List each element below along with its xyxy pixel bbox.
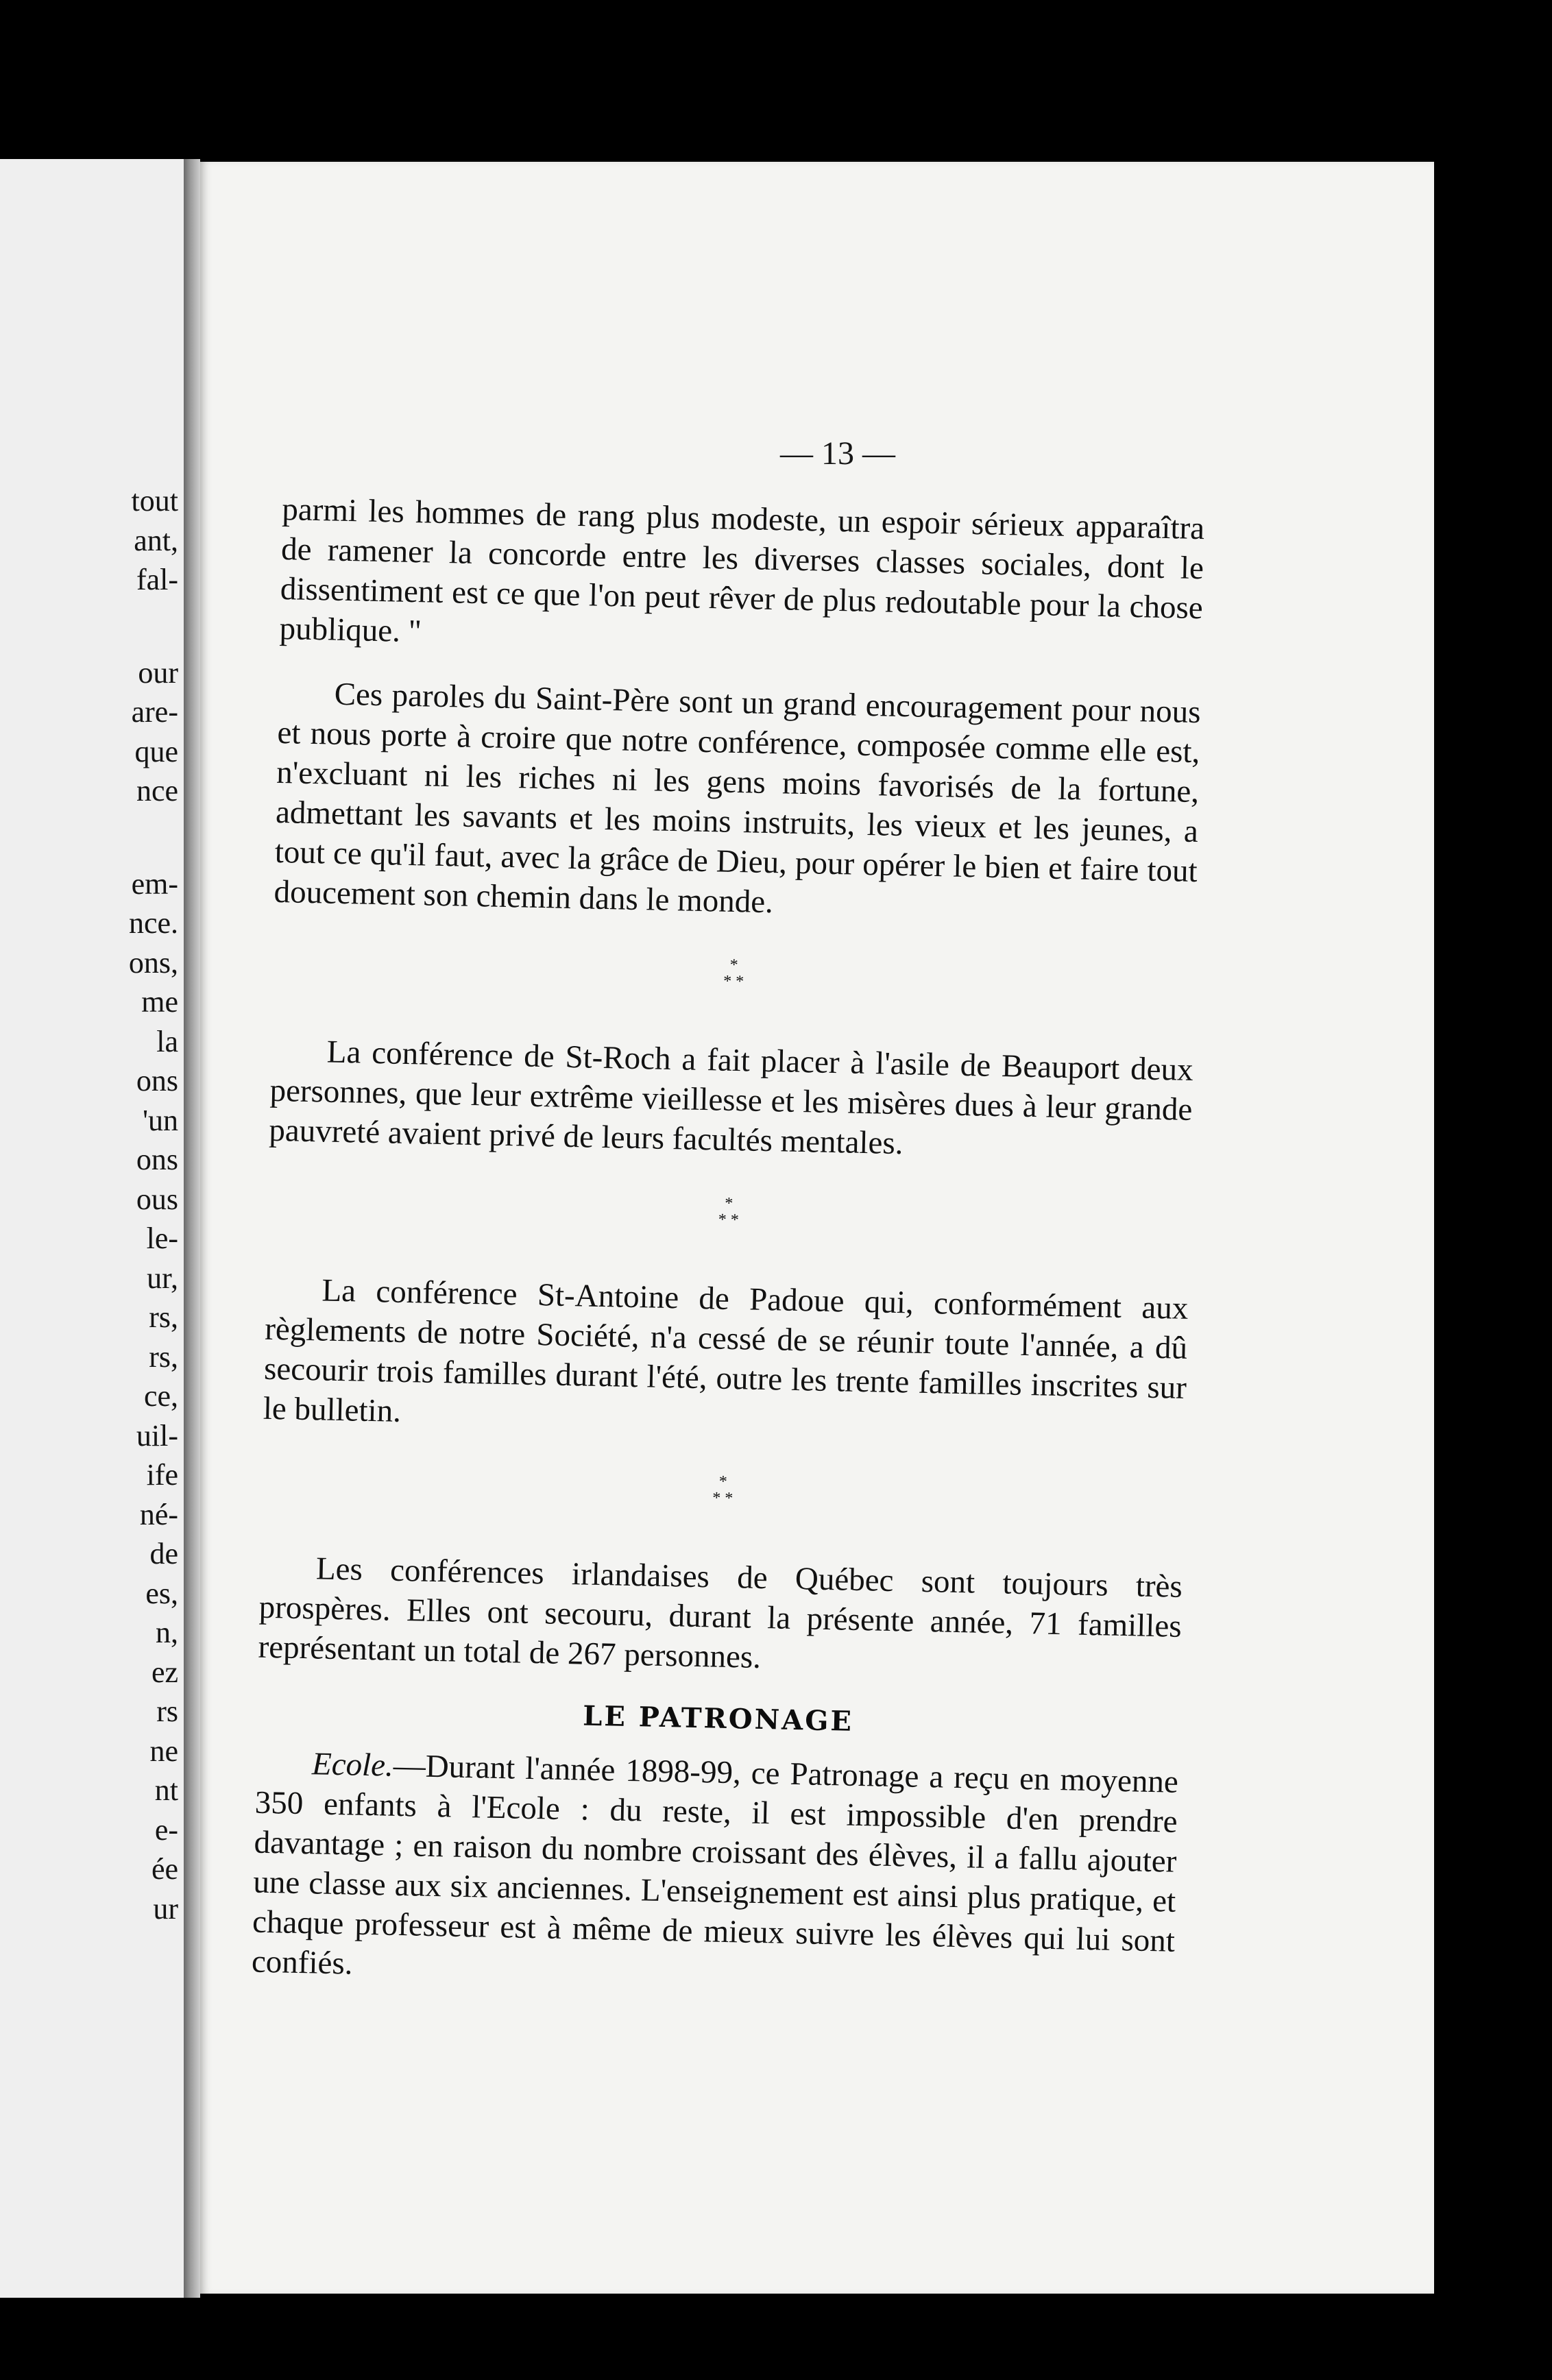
previous-page-fragment: ons, xyxy=(128,945,178,980)
paragraph-st-roch: La conférence de St-Roch a fait placer à l'asile de Beauport deux personnes, que leur extrême vieillesse et les misères dues à leur grande pauvreté avaient privé de leurs facultés mentales. xyxy=(268,1034,1194,1162)
previous-page-fragment: are- xyxy=(131,695,178,729)
previous-page-fragment: né- xyxy=(139,1497,178,1531)
previous-page-fragment: ne xyxy=(149,1734,178,1768)
separator-star-top: * xyxy=(725,1194,733,1213)
previous-page-fragment: ce, xyxy=(143,1379,178,1413)
paragraph-continuation: parmi les hommes de rang plus modeste, un espoir sérieux apparaîtra de ramener la concorde entre les diverses classes sociales, dont le dissentiment est ce que l'on peut rêver de plus redoutable pour la chose publique. " xyxy=(279,491,1205,650)
paragraph-saint-pere: Ces paroles du Saint-Père sont un grand encouragement pour nous et nous porte à croire que notre conférence, composée comme elle est, n'excluant ni les riches ni les gens moins favorisés de la fortune, admettant les savants et les moins instruits, les vieux et les jeunes, a tout ce qu'il faut, avec la grâce de Dieu, pour opérer le bien et faire tout doucement son chemin dans le monde. xyxy=(274,676,1202,921)
previous-page-fragment: em- xyxy=(131,866,178,901)
book-gutter xyxy=(184,159,200,2298)
previous-page-fragment: ur, xyxy=(147,1261,178,1295)
section-heading: LE PATRONAGE xyxy=(582,1699,854,1738)
previous-page-fragment: ons xyxy=(136,1143,178,1176)
previous-page-fragment: la xyxy=(156,1024,178,1058)
previous-page-fragment: rs xyxy=(156,1695,178,1728)
previous-page-fragment: nce. xyxy=(128,906,178,940)
previous-page-fragment: our xyxy=(138,655,178,690)
separator-star-bottom: * * xyxy=(712,1489,733,1508)
page-body xyxy=(251,489,1204,2001)
previous-page-fragment: ez xyxy=(151,1655,178,1689)
paragraph-lead-word: Ecole. xyxy=(311,1746,394,1784)
previous-page-line-fragments xyxy=(0,481,178,1928)
previous-page-fragment: ous xyxy=(136,1182,178,1216)
section-separator xyxy=(272,947,1196,999)
previous-page-fragment: ife xyxy=(146,1458,178,1492)
previous-page-fragment: ant, xyxy=(134,523,178,557)
previous-page-fragment: n, xyxy=(156,1616,178,1649)
paragraph-irlandaises: Les conférences irlandaises de Québec sont toujours très prospères. Elles ont secouru, durant la présente année, 71 familles représentant un total de 267 personnes. xyxy=(258,1551,1183,1675)
paragraph-ecole xyxy=(251,1743,1178,2001)
previous-page-fragment xyxy=(0,811,178,864)
previous-page-fragment: nce xyxy=(136,774,178,807)
separator-star-top: * xyxy=(718,1472,728,1491)
separator-star-bottom: * * xyxy=(718,1211,740,1230)
paragraph-ecole-text: —Durant l'année 1898-99, ce Patronage a reçu en moyenne 350 enfants à l'Ecole : du reste, il est impossible d'en prendre davantage ; en raison du nombre croissant des élèves, il a fallu ajouter une classe aux six anciennes. L'enseignement est ainsi plus pratique, et chaque professeur est à même de mieux suivre les élèves qui lui sont confiés. xyxy=(251,1747,1179,1982)
previous-page-fragment: 'un xyxy=(143,1103,178,1137)
previous-page-fragment: nt xyxy=(154,1773,178,1807)
separator-star-top: * xyxy=(729,956,738,975)
previous-page-fragment: es, xyxy=(145,1576,178,1610)
previous-page-fragment xyxy=(0,600,178,653)
separator-star-bottom: * * xyxy=(723,972,744,991)
page xyxy=(200,162,1434,2294)
paragraph-st-antoine: La conférence St-Antoine de Padoue qui, conformément aux règlements de notre Société, n'a cessé de se réunir toute l'année, a dû secourir trois familles durant l'été, outre les trente familles inscrites sur le bulletin. xyxy=(263,1272,1189,1429)
previous-page-fragment: e- xyxy=(154,1812,178,1847)
previous-page-fragment: fal- xyxy=(136,563,178,596)
previous-page-fragment: de xyxy=(149,1537,178,1570)
previous-page-fragment: tout xyxy=(131,484,178,518)
page-number: — 13 — xyxy=(780,435,895,472)
section-separator xyxy=(261,1464,1185,1516)
previous-page-fragment: ur xyxy=(153,1891,178,1926)
previous-page-edge xyxy=(0,159,184,2298)
previous-page-fragment: ons xyxy=(136,1064,178,1097)
previous-page-fragment: uil- xyxy=(136,1418,178,1453)
previous-page-fragment: ée xyxy=(151,1852,178,1886)
section-separator xyxy=(267,1186,1191,1238)
previous-page-fragment: que xyxy=(134,734,178,768)
previous-page-fragment: le- xyxy=(146,1222,178,1255)
previous-page-fragment: me xyxy=(141,985,178,1019)
previous-page-fragment: rs, xyxy=(149,1300,178,1334)
previous-page-fragment: rs, xyxy=(149,1339,178,1374)
